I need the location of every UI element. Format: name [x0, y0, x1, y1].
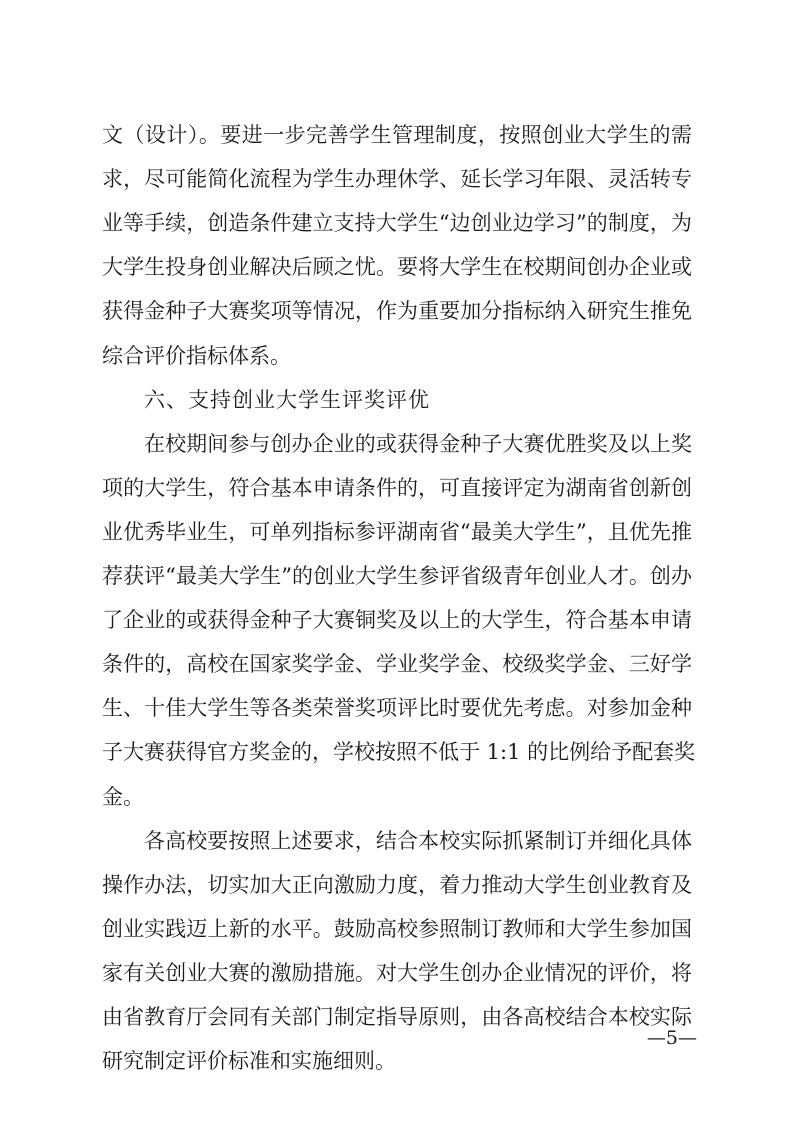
body-line: 研究制定评价标准和实施细则。 [102, 1049, 396, 1073]
body-line: 在校期间参与创办企业的或获得金种子大赛优胜奖及以上奖 [144, 432, 692, 456]
body-line: 条件的，高校在国家奖学金、学业奖学金、校级奖学金、三好学 [102, 652, 692, 676]
body-line: 大学生投身创业解决后顾之忧。要将大学生在校期间创办企业或 [102, 255, 692, 279]
body-line: 业优秀毕业生，可单列指标参评湖南省“最美大学生”，且优先推 [102, 520, 692, 544]
body-line: 荐获评“最美大学生”的创业大学生参评省级青年创业人才。创办 [102, 564, 692, 588]
body-line: 求，尽可能简化流程为学生办理休学、延长学习年限、灵活转专 [102, 167, 692, 191]
body-line: 金。 [102, 785, 144, 809]
body-line: 家有关创业大赛的激励措施。对大学生创办企业情况的评价，将 [102, 961, 692, 985]
body-line: 操作办法，切实加大正向激励力度，着力推动大学生创业教育及 [102, 873, 692, 897]
body-line: 业等手续，创造条件建立支持大学生“边创业边学习”的制度，为 [102, 211, 692, 235]
body-line: 了企业的或获得金种子大赛铜奖及以上的大学生，符合基本申请 [102, 608, 692, 632]
body-line: 各高校要按照上述要求，结合本校实际抓紧制订并细化具体 [144, 829, 692, 853]
body-line: 创业实践迈上新的水平。鼓励高校参照制订教师和大学生参加国 [102, 917, 692, 941]
body-line: 获得金种子大赛奖项等情况，作为重要加分指标纳入研究生推免 [102, 299, 692, 323]
section-heading: 六、支持创业大学生评奖评优 [144, 388, 430, 412]
body-line: 子大赛获得官方奖金的，学校按照不低于 1:1 的比例给予配套奖 [102, 740, 696, 764]
body-line: 由省教育厅会同有关部门制定指导原则，由各高校结合本校实际 [102, 1005, 692, 1029]
body-line: 生、十佳大学生等各类荣誉奖项评比时要优先考虑。对参加金种 [102, 696, 692, 720]
body-line: 文（设计）。要进一步完善学生管理制度，按照创业大学生的需 [102, 123, 692, 147]
body-line: 综合评价指标体系。 [102, 344, 291, 368]
body-line: 项的大学生，符合基本申请条件的，可直接评定为湖南省创新创 [102, 476, 692, 500]
page-number: —5— [646, 1027, 697, 1049]
